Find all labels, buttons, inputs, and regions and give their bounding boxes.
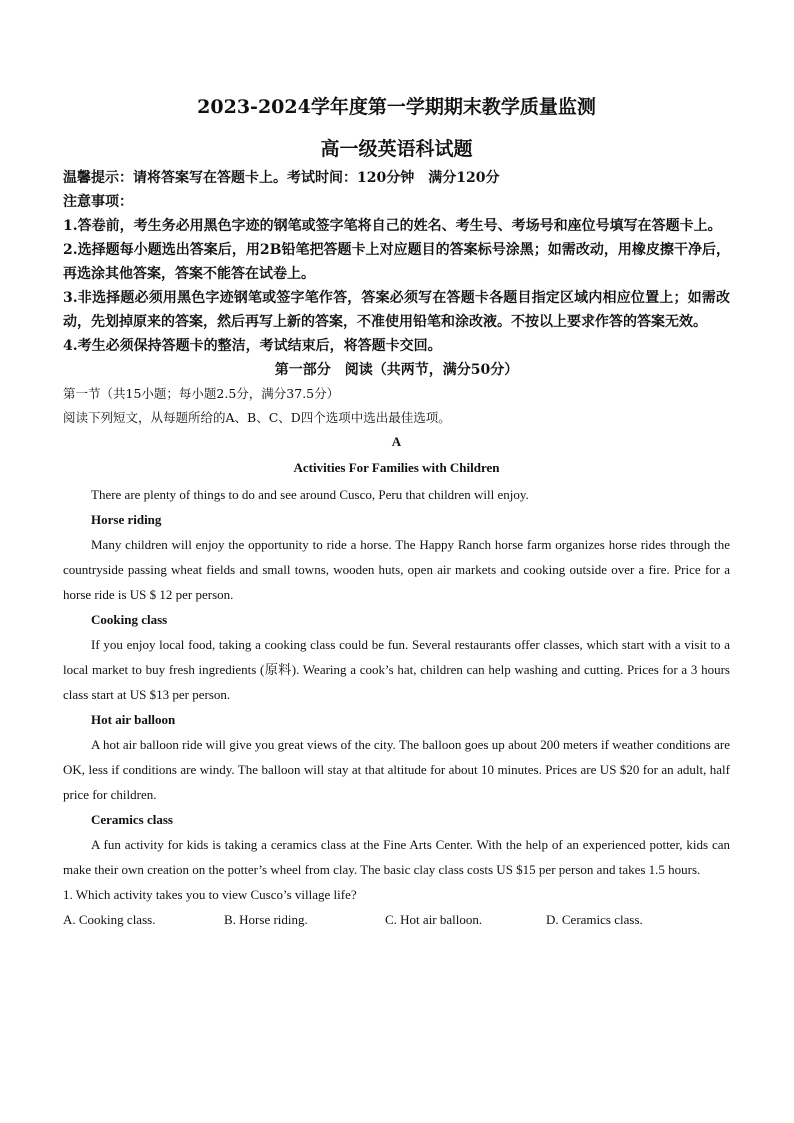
section-heading: Cooking class: [91, 612, 168, 627]
note-item: 3.非选择题必须用黑色字迹钢笔或签字笔作答，答案必须写在答题卡各题目指定区域内相应位置上；如需改动，先划掉原来的答案，然后再写上新的答案，不准使用铅笔和涂改液。不按以上要求作答的答案无效。: [63, 290, 730, 330]
section-heading: Ceramics class: [91, 812, 173, 827]
option-c[interactable]: C. Hot air balloon.: [385, 912, 483, 927]
part-title: 第一部分 阅读（共两节，满分50分）: [274, 362, 519, 378]
section-text: A hot air balloon ride will give you great views of the city. The balloon goes up about 200 meters if weather conditions are OK, less if conditions are windy. The balloon will stay at that altitude for about 10 minutes. Prices are US $20 for an adult, half price for children.: [63, 737, 730, 802]
question-stem: 1. Which activity takes you to view Cusco’s village life?: [63, 887, 357, 902]
section-heading: Hot air balloon: [91, 712, 176, 727]
section-text: Many children will enjoy the opportunity to ride a horse. The Happy Ranch horse farm organizes horse rides through the countryside passing wheat fields and small towns, wooden huts, open air markets and cooking outside over a fire. Price for a horse ride is US $ 12 per person.: [63, 537, 730, 602]
passage-intro: There are plenty of things to do and see around Cusco, Peru that children will enjoy.: [91, 487, 529, 502]
exam-tip: 温馨提示：请将答案写在答题卡上。考试时间：120分钟 满分120分: [63, 170, 500, 186]
section-info: 第一节（共15小题；每小题2.5分，满分37.5分）: [63, 386, 340, 401]
section-instruction: 阅读下列短文，从每题所给的A、B、C、D四个选项中选出最佳选项。: [63, 410, 451, 425]
exam-page: [63, 92, 730, 932]
exam-subtitle: 高一级英语科试题: [320, 138, 473, 160]
note-item: 2.选择题每小题选出答案后，用2B铅笔把答题卡上对应题目的答案标号涂黑；如需改动，用橡皮擦干净后，再选涂其他答案，答案不能答在试卷上。: [63, 242, 730, 282]
section-text: A fun activity for kids is taking a ceramics class at the Fine Arts Center. With the help of an experienced potter, kids can make their own creation on the potter’s wheel from clay. The basic clay class costs US $15 per person and takes 1.5 hours.: [63, 837, 730, 877]
exam-title: 2023-2024学年度第一学期期末教学质量监测: [197, 96, 596, 118]
section-text: If you enjoy local food, taking a cooking class could be fun. Several restaurants offer classes, which start with a visit to a local market to buy fresh ingredients (原料). Wearing a cook’s hat, children can help washing and cutting. Prices for a 3 hours class start at US $13 per person.: [63, 637, 730, 702]
passage-title: Activities For Families with Children: [293, 460, 500, 475]
option-b[interactable]: B. Horse riding.: [224, 912, 308, 927]
notes-heading: 注意事项：: [63, 194, 133, 210]
question-options: [63, 907, 730, 932]
note-item: 4.考生必须保持答题卡的整洁，考试结束后，将答题卡交回。: [63, 338, 442, 354]
passage-letter: A: [391, 434, 402, 449]
note-item: 1.答卷前，考生务必用黑色字迹的钢笔或签字笔将自己的姓名、考生号、考场号和座位号填写在答题卡上。: [63, 218, 722, 234]
option-a[interactable]: A. Cooking class.: [63, 912, 156, 927]
section-heading: Horse riding: [91, 512, 162, 527]
option-d[interactable]: D. Ceramics class.: [546, 912, 643, 927]
